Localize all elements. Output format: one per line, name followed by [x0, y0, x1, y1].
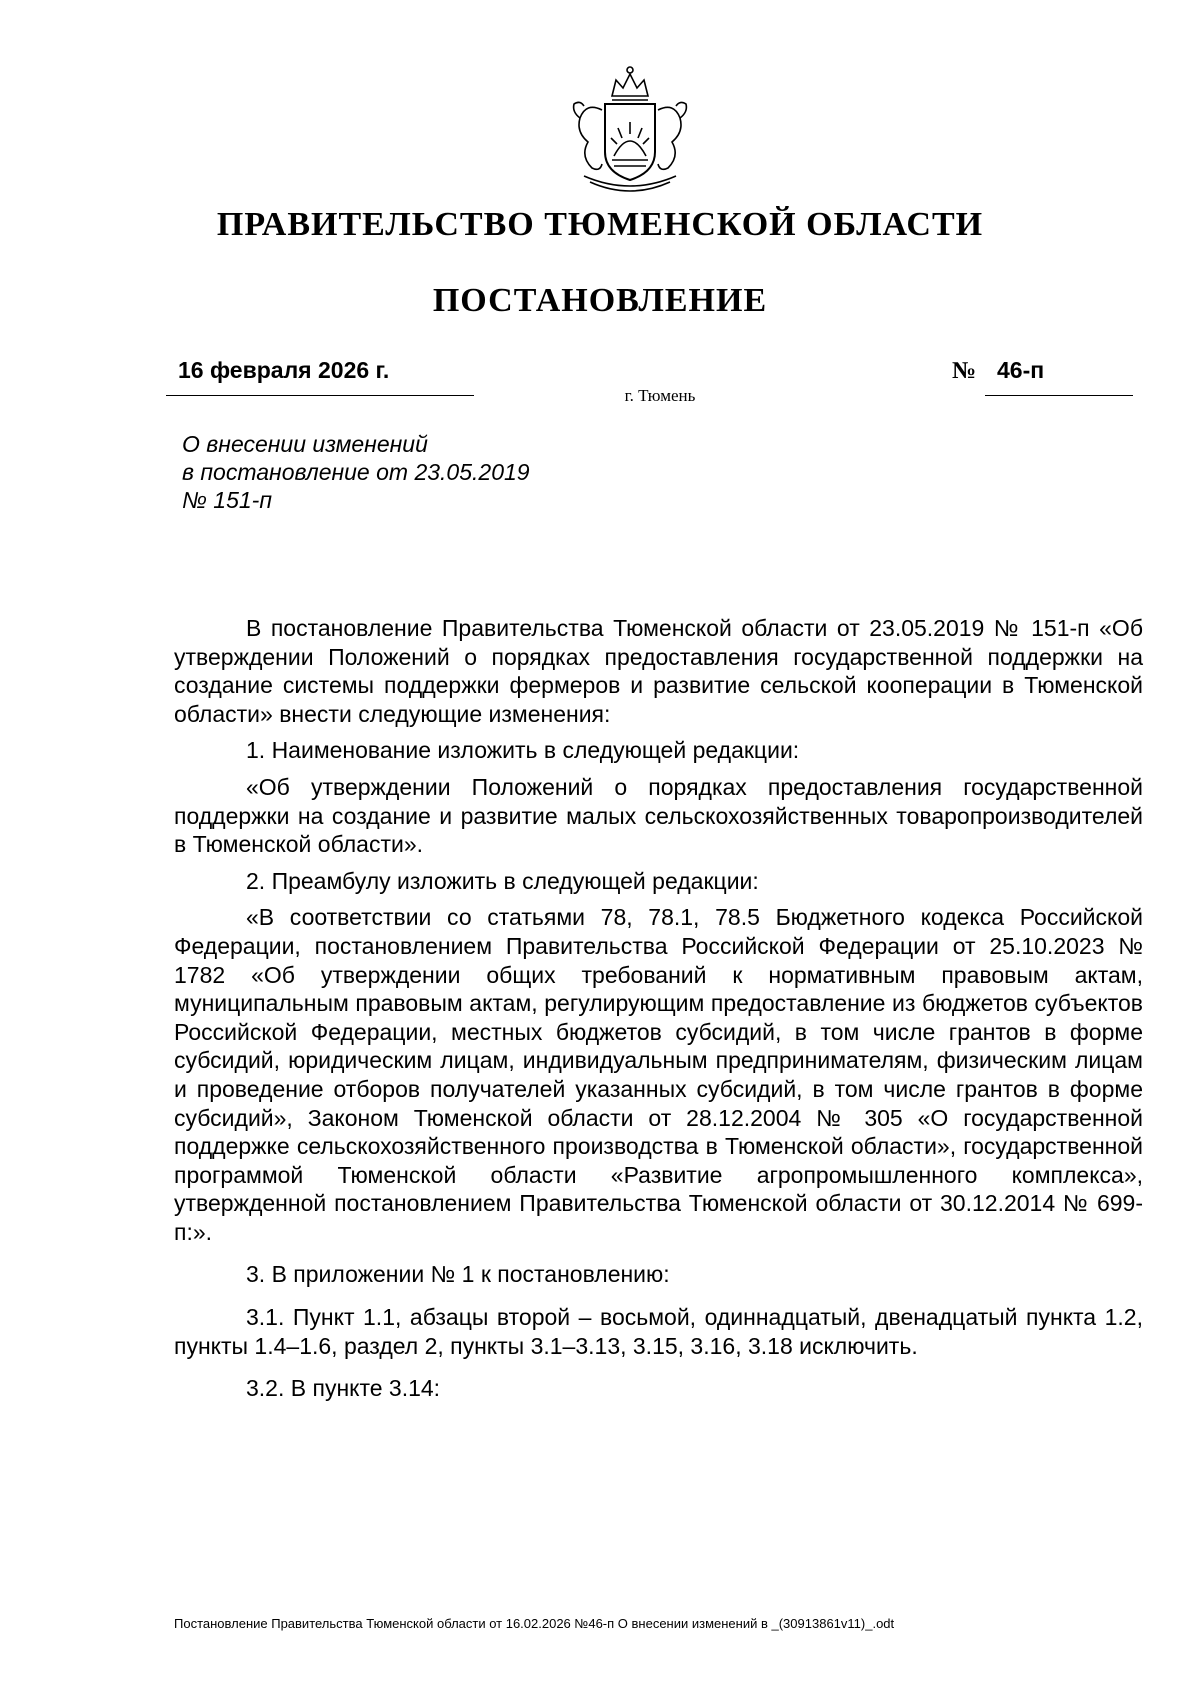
number-sign: №: [952, 358, 977, 384]
page-footer: Постановление Правительства Тюменской области от 16.02.2026 №46-п О внесении изменений в _(30913861v11)_.odt: [174, 1616, 895, 1631]
document-date: 16 февраля 2026 г.: [178, 357, 390, 383]
document-type-title: ПОСТАНОВЛЕНИЕ: [432, 282, 768, 319]
body-paragraph: «В соответствии со статьями 78, 78.1, 78.5 Бюджетного кодекса Российской Федерации, постановлением Правительства Российской Федерации от 25.10.2023 № 1782 «Об утверждении общих требований к нормативным правовым актам, муниципальным правовым актам, регулирующим предоставление из бюджетов субъектов Российской Федерации, местных бюджетов субсидий, в том числе грантов в форме субсидий, юридическим лицам, индивидуальным предпринимателям, физическим лицам и проведение отборов получателей указанных субсидий, в том числе грантов в форме субсидий», Законом Тюменской области от 28.12.2004 № 305 «О государственной поддержке сельскохозяйственного производства в Тюменской области», государственной программой Тюменской области «Развитие агропромышленного комплекса», утвержденной постановлением Правительства Тюменской области от 30.12.2014 № 699-п:».: [174, 904, 1143, 1245]
body-paragraph: 3. В приложении № 1 к постановлению:: [246, 1261, 670, 1288]
document-body: [174, 614, 1143, 1403]
body-paragraph: 3.1. Пункт 1.1, абзацы второй – восьмой, одиннадцатый, двенадцатый пункта 1.2, пункты 1.4–1.6, раздел 2, пункты 3.1–3.13, 3.15, 3.16, 3.18 исключить.: [174, 1304, 1143, 1359]
body-paragraph: В постановление Правительства Тюменской области от 23.05.2019 № 151-п «Об утверждении Положений о порядках предоставления государственной поддержки на создание системы поддержки фермеров и развитие сельской кооперации в Тюменской области» внести следующие изменения:: [174, 615, 1143, 727]
organization-title: ПРАВИТЕЛЬСТВО ТЮМЕНСКОЙ ОБЛАСТИ: [216, 206, 984, 243]
body-paragraph: 1. Наименование изложить в следующей редакции:: [246, 737, 800, 764]
city-label: г. Тюмень: [624, 386, 696, 405]
document-subject: [182, 430, 702, 514]
body-paragraph: «Об утверждении Положений о порядках предоставления государственной поддержки на создание и развитие малых сельскохозяйственных товаропроизводителей в Тюменской области».: [174, 773, 1143, 858]
subject-line: в постановление от 23.05.2019: [182, 459, 530, 485]
body-paragraph: 3.2. В пункте 3.14:: [246, 1375, 441, 1402]
document-number: 46-п: [997, 357, 1045, 383]
body-paragraph: 2. Преамбулу изложить в следующей редакции:: [246, 867, 759, 894]
subject-line: О внесении изменений: [182, 431, 428, 457]
coat-of-arms-icon: [550, 60, 710, 200]
subject-line: № 151-п: [182, 487, 272, 513]
